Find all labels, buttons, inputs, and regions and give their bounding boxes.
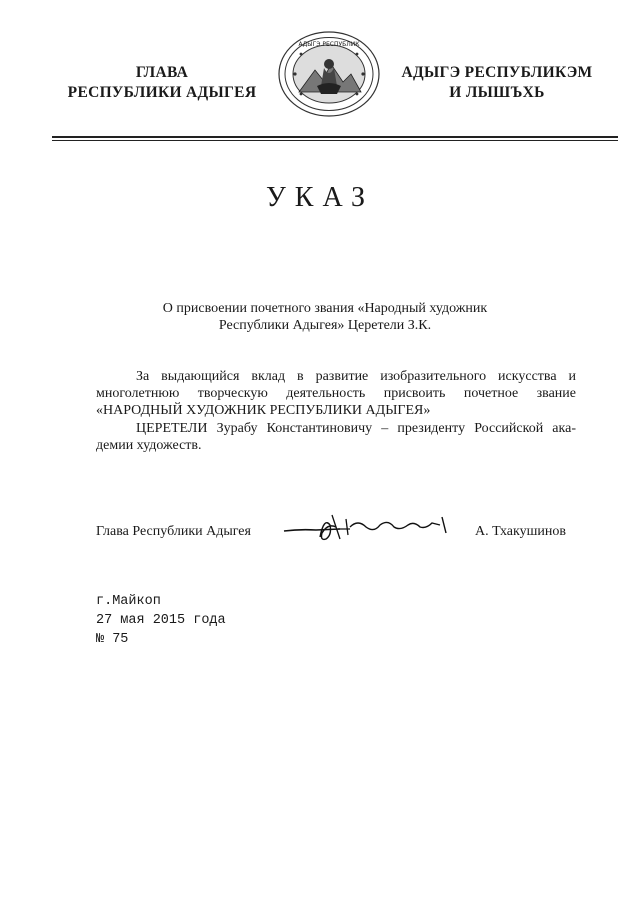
handwritten-signature-icon (280, 505, 455, 545)
signatory-name: А. Тхакушинов (475, 524, 566, 539)
para1-line-1: За выдающийся вклад в развитие изобразительного искусства и (136, 369, 576, 384)
para2-line-2: демии художеств. (96, 438, 202, 453)
issue-date: 27 мая 2015 года (96, 613, 226, 628)
svg-text:АДЫГЭ РЕСПУБЛИК: АДЫГЭ РЕСПУБЛИК (298, 41, 360, 48)
para2-line-1: ЦЕРЕТЕЛИ Зурабу Константиновичу – президенту Российской ака- (136, 421, 576, 436)
header-left (40, 63, 284, 103)
header-right-line2: И ЛЫШЪХЬ (449, 84, 545, 101)
header-right-line1: АДЫГЭ РЕСПУБЛИКЭМ (401, 64, 593, 81)
subject-line-1: О присвоении почетного звания «Народный художник (162, 301, 488, 316)
header-left-line2: РЕСПУБЛИКИ АДЫГЕЯ (67, 84, 257, 101)
para1-line-2: многолетнюю творческую деятельность присвоить почетное звание (96, 386, 576, 401)
adygea-coat-of-arms-icon (277, 30, 381, 118)
signatory-role: Глава Республики Адыгея (96, 524, 251, 539)
header-left-line1: ГЛАВА (135, 64, 189, 81)
subject-line-2: Республики Адыгея» Церетели З.К. (218, 318, 432, 333)
body-paragraph-2 (96, 420, 576, 454)
header-right (380, 63, 614, 103)
header-rule-thick (52, 136, 618, 138)
place-of-issue: г.Майкоп (96, 594, 161, 609)
para1-line-3: «НАРОДНЫЙ ХУДОЖНИК РЕСПУБЛИКИ АДЫГЕЯ» (96, 403, 431, 418)
document-subject (120, 300, 530, 334)
decree-number: № 75 (96, 632, 129, 647)
header-rule-thin (52, 140, 618, 141)
body-paragraph-1 (96, 368, 576, 419)
document-title: УКАЗ (265, 182, 375, 213)
